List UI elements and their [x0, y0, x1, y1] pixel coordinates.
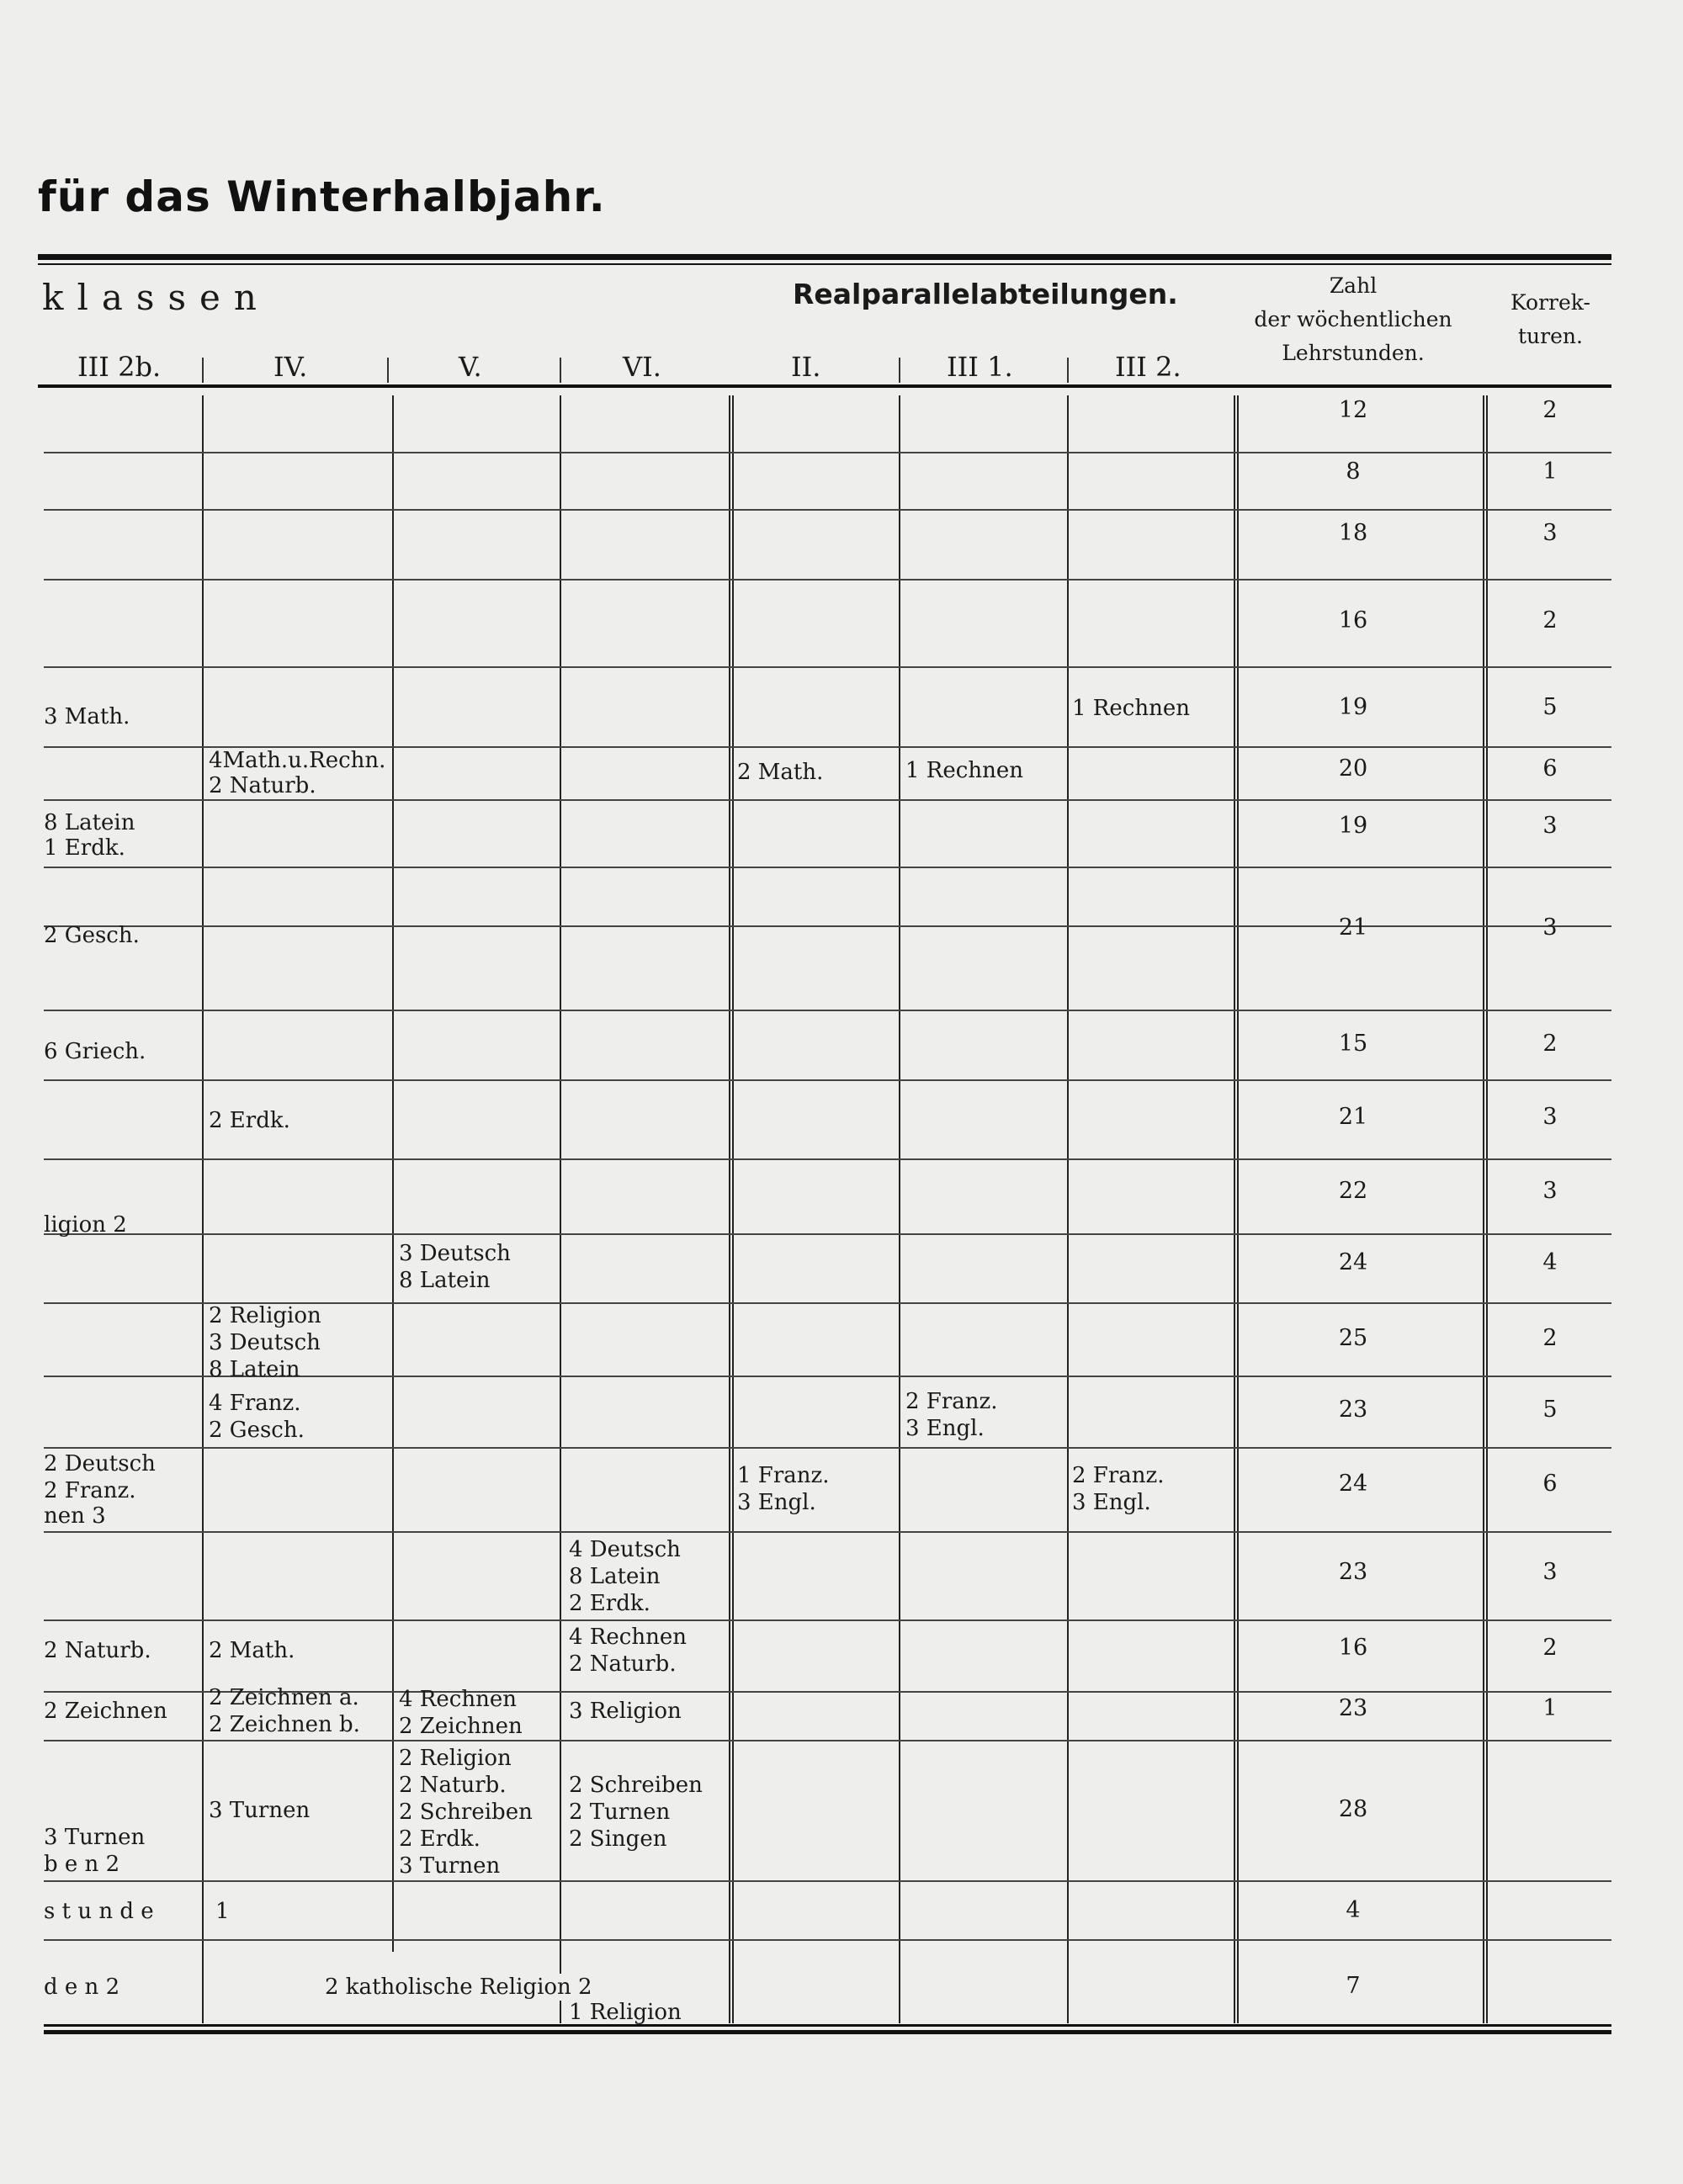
cell-text: 8 Latein — [399, 1268, 491, 1293]
row-line — [44, 799, 1611, 801]
cell-text: 3 Engl. — [905, 1416, 985, 1441]
col-line — [899, 395, 900, 2023]
cell-text: 3 Engl. — [1072, 1490, 1151, 1515]
cell-text: 2 Schreiben — [569, 1773, 703, 1798]
hours-value: 15 — [1338, 1031, 1368, 1057]
cell-text: 2 Naturb. — [209, 773, 316, 798]
corr-value: 2 — [1542, 1635, 1558, 1661]
row-line — [44, 579, 1611, 580]
cell-text: ligion 2 — [44, 1212, 127, 1238]
header-group-klassen: klassen — [42, 277, 270, 318]
hours-value: 19 — [1338, 813, 1368, 839]
cell-text: 4Math.u.Rechn. — [209, 748, 386, 773]
cell-text: 2 Franz. — [1072, 1463, 1165, 1488]
header-group-real: Realparallelabteilungen. — [793, 278, 1178, 310]
header-corr-line2: turen. — [1518, 324, 1583, 348]
cell-text: 2 Math. — [737, 760, 824, 785]
row-line — [44, 1079, 1611, 1081]
cell-text: 3 Math. — [44, 704, 130, 729]
col-line — [729, 395, 730, 2023]
cell-text: 6 Griech. — [44, 1039, 146, 1064]
cell-text: b e n 2 — [44, 1852, 120, 1877]
header-tick — [387, 358, 389, 383]
col-line — [1483, 395, 1484, 2023]
header-hours-line1: Zahl — [1329, 273, 1378, 298]
top-rule — [38, 254, 1611, 260]
row-line — [44, 1619, 1611, 1621]
header-tick — [560, 358, 561, 383]
row-line — [44, 666, 1611, 668]
header-tick — [202, 358, 204, 383]
hours-value: 8 — [1346, 459, 1361, 485]
cell-text: 2 Religion — [209, 1303, 321, 1328]
hours-value: 22 — [1338, 1178, 1368, 1204]
col-line — [1237, 395, 1239, 2023]
corr-value: 5 — [1542, 1397, 1558, 1423]
header-tick — [899, 358, 900, 383]
header-rule — [38, 384, 1611, 388]
cell-text: 3 Religion — [569, 1699, 682, 1724]
col-line — [1234, 395, 1235, 2023]
header-corrections — [1489, 286, 1611, 353]
col-header-ii: II. — [791, 351, 821, 383]
bottom-rule — [44, 2024, 1611, 2027]
row-line — [44, 1447, 1611, 1449]
hours-value: 20 — [1338, 755, 1368, 782]
cell-text: 2 Erdk. — [569, 1591, 650, 1616]
hours-value: 23 — [1338, 1397, 1368, 1423]
hours-value: 21 — [1338, 1104, 1368, 1130]
corr-value: 2 — [1542, 1031, 1558, 1057]
hours-value: 28 — [1338, 1796, 1368, 1822]
corr-value: 3 — [1542, 1559, 1558, 1585]
hours-value: 18 — [1338, 520, 1368, 546]
row-line — [44, 509, 1611, 511]
row-line — [44, 1740, 1611, 1741]
cell-text: 3 Turnen — [44, 1825, 146, 1850]
row-line — [44, 1880, 1611, 1882]
page-title: für das Winterhalbjahr. — [38, 172, 606, 221]
col-line — [560, 395, 561, 2023]
cell-text: 1 — [215, 1899, 230, 1924]
row-line — [44, 1939, 1611, 1941]
bottom-rule-thick — [44, 2030, 1611, 2034]
hours-value: 19 — [1338, 694, 1368, 720]
hours-value: 24 — [1338, 1249, 1368, 1275]
hours-value: 24 — [1338, 1471, 1368, 1497]
cell-text: 2 Erdk. — [399, 1826, 480, 1852]
corr-value: 6 — [1542, 755, 1558, 782]
cell-text: 2 Franz. — [905, 1389, 998, 1414]
cell-text: 2 Zeichnen — [399, 1714, 523, 1739]
row-line — [44, 1233, 1611, 1235]
col-header-v: V. — [459, 351, 482, 383]
cell-text: 1 Rechnen — [905, 758, 1023, 783]
cell-text: 2 katholische Religion 2 — [320, 1974, 597, 2001]
col-line — [732, 395, 734, 2023]
corr-value: 3 — [1542, 520, 1558, 546]
cell-text: d e n 2 — [44, 1975, 120, 2000]
row-line — [44, 1531, 1611, 1533]
cell-text: 3 Engl. — [737, 1490, 816, 1515]
col-line — [392, 395, 394, 1952]
corr-value: 6 — [1542, 1471, 1558, 1497]
cell-text: 4 Rechnen — [399, 1687, 517, 1712]
hours-value: 4 — [1346, 1897, 1361, 1923]
hours-value: 25 — [1338, 1325, 1368, 1351]
col-header-vi: VI. — [623, 351, 661, 383]
cell-text: 8 Latein — [209, 1357, 300, 1382]
row-line — [44, 867, 1611, 868]
corr-value: 3 — [1542, 813, 1558, 839]
hours-value: 16 — [1338, 607, 1368, 633]
hours-value: 12 — [1338, 397, 1368, 423]
corr-value: 1 — [1542, 1695, 1558, 1721]
cell-text: 2 Naturb. — [399, 1773, 507, 1798]
col-header-iii2b: III 2b. — [77, 351, 162, 383]
cell-text: 2 Religion — [399, 1746, 512, 1771]
corr-value: 3 — [1542, 1178, 1558, 1204]
cell-text: 1 Religion — [569, 2000, 682, 2025]
col-header-iii2: III 2. — [1115, 351, 1181, 383]
cell-text: 2 Gesch. — [44, 923, 140, 948]
cell-text: 2 Math. — [209, 1638, 295, 1663]
cell-text: 2 Zeichnen — [44, 1699, 167, 1724]
row-line — [44, 1158, 1611, 1160]
cell-text: s t u n d e — [44, 1899, 154, 1924]
cell-text: 2 Zeichnen a. — [209, 1685, 359, 1710]
cell-text: 2 Naturb. — [569, 1651, 677, 1677]
col-line — [202, 395, 204, 2023]
header-hours — [1244, 269, 1463, 370]
hours-value: 21 — [1338, 914, 1368, 941]
col-header-iv: IV. — [273, 351, 308, 383]
cell-text: 3 Turnen — [209, 1798, 311, 1823]
cell-text: 1 Rechnen — [1072, 696, 1190, 721]
corr-value: 2 — [1542, 607, 1558, 633]
cell-text: 3 Deutsch — [399, 1241, 511, 1266]
top-rule-thin — [38, 263, 1611, 265]
header-corr-line1: Korrek- — [1510, 290, 1590, 315]
corr-value: 2 — [1542, 1325, 1558, 1351]
header-hours-line2: der wöchentlichen — [1254, 307, 1452, 331]
cell-text: 2 Gesch. — [209, 1418, 305, 1443]
corr-value: 3 — [1542, 914, 1558, 941]
cell-text: 8 Latein — [569, 1564, 661, 1589]
cell-text: 4 Franz. — [209, 1391, 301, 1416]
cell-text: 2 Deutsch — [44, 1451, 156, 1476]
corr-value: 1 — [1542, 459, 1558, 485]
cell-text: 2 Schreiben — [399, 1800, 533, 1825]
corr-value: 4 — [1542, 1249, 1558, 1275]
cell-text: 3 Deutsch — [209, 1330, 321, 1355]
row-line — [44, 452, 1611, 453]
cell-text: nen 3 — [44, 1503, 106, 1529]
hours-value: 16 — [1338, 1635, 1368, 1661]
cell-text: 4 Deutsch — [569, 1537, 681, 1562]
header-hours-line3: Lehrstunden. — [1282, 341, 1425, 365]
col-line — [1486, 395, 1488, 2023]
row-line — [44, 1010, 1611, 1011]
cell-text: 2 Zeichnen b. — [209, 1712, 360, 1737]
header-tick — [1067, 358, 1069, 383]
cell-text: 2 Naturb. — [44, 1638, 151, 1663]
corr-value: 3 — [1542, 1104, 1558, 1130]
col-header-iii1: III 1. — [947, 351, 1013, 383]
cell-text: 3 Turnen — [399, 1853, 501, 1879]
cell-text: 2 Turnen — [569, 1800, 671, 1825]
hours-value: 7 — [1346, 1973, 1361, 1999]
cell-text: 8 Latein — [44, 810, 135, 835]
col-line — [1067, 395, 1069, 2023]
hours-value: 23 — [1338, 1695, 1368, 1721]
hours-value: 23 — [1338, 1559, 1368, 1585]
cell-text: 1 Erdk. — [44, 835, 125, 861]
cell-text: 1 Franz. — [737, 1463, 830, 1488]
corr-value: 5 — [1542, 694, 1558, 720]
cell-text: 4 Rechnen — [569, 1625, 687, 1650]
cell-text: 2 Singen — [569, 1826, 667, 1852]
cell-text: 2 Franz. — [44, 1478, 136, 1503]
cell-text: 2 Erdk. — [209, 1108, 290, 1133]
corr-value: 2 — [1542, 397, 1558, 423]
